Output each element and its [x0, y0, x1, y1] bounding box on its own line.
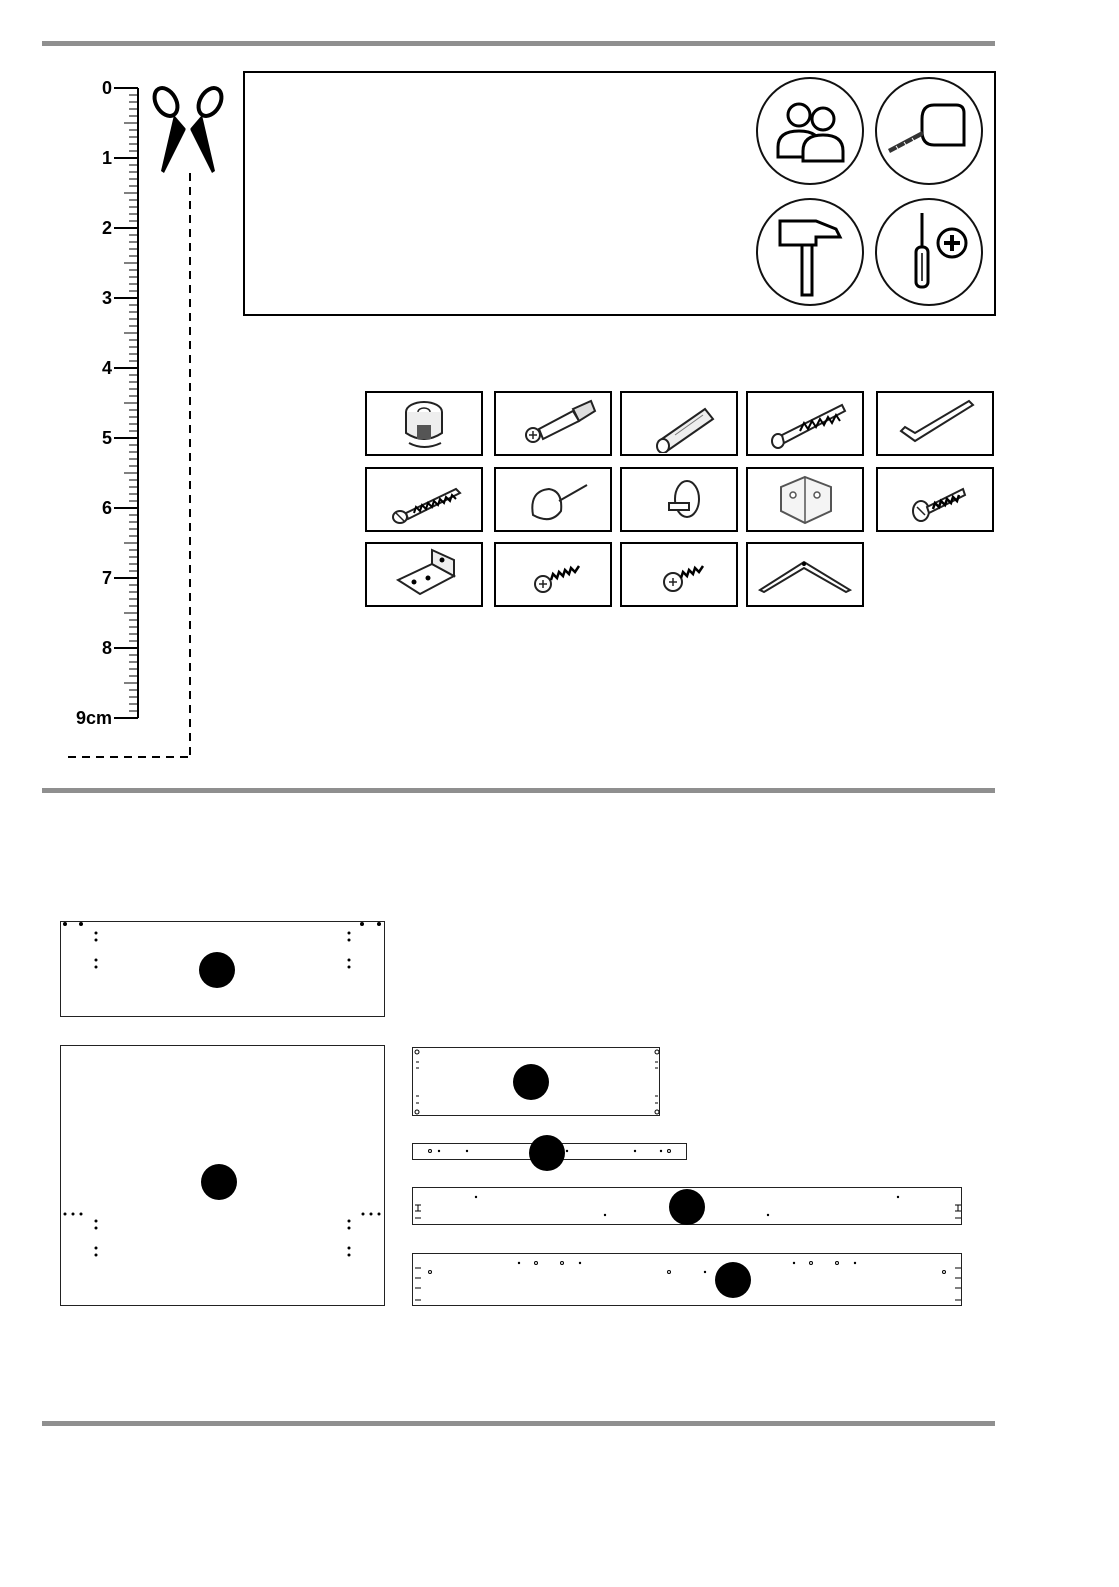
panel-large: [60, 1045, 385, 1306]
top-rule: [42, 41, 995, 46]
tape-measure-icon: [875, 77, 983, 185]
part-marker: [669, 1189, 705, 1225]
middle-rule: [42, 788, 995, 793]
panel-side: [412, 1047, 660, 1116]
panel-rail: [412, 1143, 687, 1160]
cm-ruler: [60, 75, 230, 770]
part-marker: [529, 1135, 565, 1171]
nail-glide-icon: [494, 467, 612, 532]
required-tools-box: [243, 71, 996, 316]
ruler-label: 0: [101, 78, 112, 98]
angle-bracket-icon: [365, 542, 483, 607]
part-marker: [199, 952, 235, 988]
short-screw-icon: [876, 467, 994, 532]
allen-key-icon: [876, 391, 994, 456]
scissors-icon: [150, 84, 226, 173]
plastic-corner-bracket-icon: [746, 467, 864, 532]
metal-corner-brace-icon: [746, 542, 864, 607]
panel-long-2: [412, 1253, 962, 1306]
ruler-scale: [60, 75, 230, 765]
ruler-labels: [76, 78, 112, 728]
small-screw-icon: [620, 542, 738, 607]
ruler-label: 7: [101, 568, 112, 588]
ruler-label: 9cm: [75, 708, 112, 728]
part-marker: [201, 1164, 237, 1200]
panel-long-1: [412, 1187, 962, 1225]
part-marker: [715, 1262, 751, 1298]
ruler-label: 8: [101, 638, 112, 658]
long-bolt-icon: [746, 391, 864, 456]
two-people-icon: [756, 77, 864, 185]
shelf-pin-icon: [620, 467, 738, 532]
wood-screw-icon: [365, 467, 483, 532]
ruler-label: 5: [101, 428, 112, 448]
wooden-dowel-icon: [620, 391, 738, 456]
cam-lock-icon: [365, 391, 483, 456]
pan-head-screw-icon: [494, 542, 612, 607]
ruler-label: 1: [101, 148, 112, 168]
ruler-label: 2: [101, 218, 112, 238]
ruler-label: 3: [101, 288, 112, 308]
phillips-screwdriver-icon: [875, 198, 983, 306]
cam-bolt-icon: [494, 391, 612, 456]
ruler-ticks: [114, 88, 138, 718]
bottom-rule: [42, 1421, 995, 1426]
part-marker: [513, 1064, 549, 1100]
ruler-label: 6: [101, 498, 112, 518]
ruler-label: 4: [101, 358, 112, 378]
hammer-icon: [756, 198, 864, 306]
panel-top: [60, 921, 385, 1017]
